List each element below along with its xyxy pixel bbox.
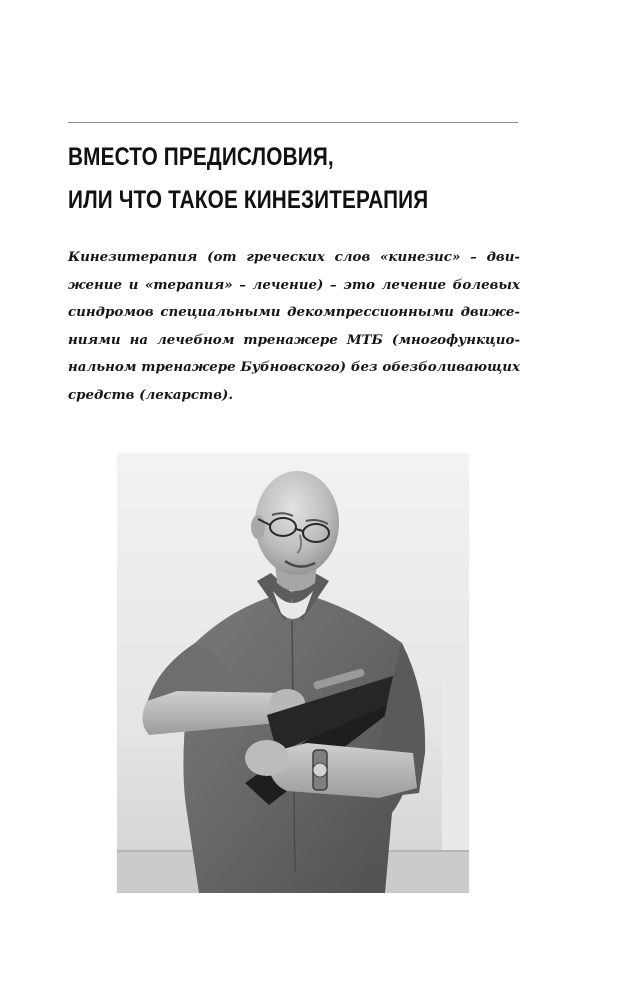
chapter-title-line-2: ИЛИ ЧТО ТАКОЕ КИНЕЗИТЕРАПИЯ — [68, 186, 429, 214]
header-rule — [68, 122, 518, 123]
intro-line-1: Кинезитерапия (от греческих слов «кинезис» – дви- — [68, 249, 520, 265]
intro-line-3: синдромов специальными декомпрессионными движе- — [68, 304, 520, 321]
intro-line-4: ниями на лечебном тренажере МТБ (многофункцио- — [68, 331, 520, 348]
intro-paragraph — [68, 244, 520, 410]
intro-line-2: жение и «терапия» – лечение) – это лечение болевых — [68, 276, 520, 293]
author-photo — [117, 453, 469, 893]
right-hand — [245, 740, 289, 776]
intro-line-5: нальном тренажере Бубновского) без обезболивающих — [68, 359, 520, 376]
chapter-title-line-1: ВМЕСТО ПРЕДИСЛОВИЯ, — [68, 143, 334, 171]
intro-line-6: средств (лекарств). — [68, 386, 233, 403]
chapter-title — [68, 136, 450, 222]
portrait-photo-icon — [117, 453, 469, 893]
